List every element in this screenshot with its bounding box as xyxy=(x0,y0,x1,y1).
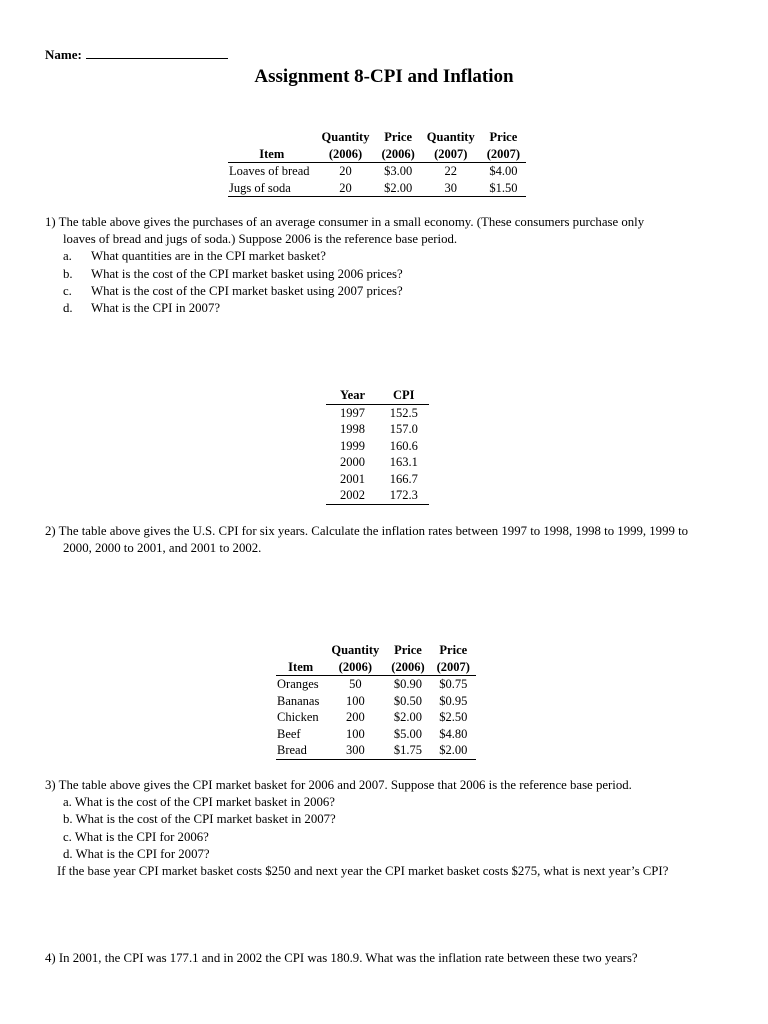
table1-header: (2006) xyxy=(375,146,420,163)
table3-header: Quantity xyxy=(331,643,380,657)
table-row xyxy=(326,421,429,438)
table-row xyxy=(276,726,476,743)
table1-cell: $1.50 xyxy=(481,180,526,197)
part-text: What is the cost of the CPI market basket using 2006 prices? xyxy=(91,266,403,281)
question-2 xyxy=(45,523,745,557)
page-title: Assignment 8-CPI and Inflation xyxy=(254,66,514,87)
table-row xyxy=(326,471,429,488)
table3-header: Item xyxy=(276,659,325,676)
table-row xyxy=(326,404,429,421)
table1-cell: Loaves of bread xyxy=(229,164,310,178)
table-row xyxy=(276,742,476,759)
cpi-table xyxy=(326,387,429,505)
table2-cell: 152.5 xyxy=(389,405,418,420)
table1-header: Price xyxy=(489,130,518,144)
table1-header: Price xyxy=(384,130,413,144)
table2-cell: 2001 xyxy=(340,471,365,486)
question-part xyxy=(45,283,745,300)
table1-cell: 20 xyxy=(316,180,376,197)
table3-cell: $0.90 xyxy=(393,677,423,691)
table1-cell: $2.00 xyxy=(375,180,420,197)
market-basket-table xyxy=(276,642,476,760)
table-row xyxy=(326,487,429,504)
question-part: d. What is the CPI for 2007? xyxy=(63,846,210,861)
question-text: loaves of bread and jugs of soda.) Suppose 2006 is the reference base period. xyxy=(63,232,458,247)
part-label: c. xyxy=(63,283,72,298)
name-field[interactable] xyxy=(45,46,228,63)
table2-cell: 172.3 xyxy=(379,487,429,504)
part-text: What is the cost of the CPI market basket using 2007 prices? xyxy=(91,283,403,298)
table3-cell: $0.75 xyxy=(439,677,468,691)
table2-cell: 2002 xyxy=(326,487,379,504)
name-label: Name: xyxy=(45,47,82,62)
table1-header: Item xyxy=(228,146,316,163)
table1-header: (2007) xyxy=(421,146,481,163)
part-text: What quantities are in the CPI market basket? xyxy=(91,249,326,264)
table3-header: Price xyxy=(394,643,422,657)
question-1 xyxy=(45,214,745,317)
table1-cell: 30 xyxy=(421,180,481,197)
table2-header: CPI xyxy=(379,387,429,404)
table3-cell: Bread xyxy=(276,742,325,759)
question-3 xyxy=(45,777,745,880)
table3-cell: 100 xyxy=(345,726,365,741)
table1-cell: $3.00 xyxy=(384,164,413,178)
table3-cell: 100 xyxy=(345,693,365,708)
table2-cell: 1998 xyxy=(340,422,365,436)
table3-cell: $5.00 xyxy=(393,726,423,741)
table-row xyxy=(276,693,476,710)
table-row xyxy=(228,180,526,197)
table-row xyxy=(276,676,476,693)
question-text: 2000, 2000 to 2001, and 2001 to 2002. xyxy=(63,541,262,556)
table3-cell: $0.50 xyxy=(393,693,423,708)
table1-header: Quantity xyxy=(426,130,475,144)
table3-cell: Bananas xyxy=(277,693,320,708)
name-blank-line[interactable] xyxy=(86,46,228,59)
table3-cell: Oranges xyxy=(277,677,319,691)
table1-cell: 20 xyxy=(339,164,352,178)
table2-cell: 166.7 xyxy=(389,471,418,486)
table3-header: (2006) xyxy=(385,659,430,676)
table3-cell: Beef xyxy=(277,726,301,741)
table2-cell: 1997 xyxy=(340,405,365,420)
table2-header: Year xyxy=(326,387,379,404)
table1-header: Quantity xyxy=(321,130,370,144)
table3-cell: $0.95 xyxy=(439,693,468,708)
table3-cell: $4.80 xyxy=(439,726,468,741)
table1-header: (2006) xyxy=(316,146,376,163)
question-text: 1) The table above gives the purchases of an average consumer in a small economy. (These consumers purchase only xyxy=(45,215,645,229)
question-part xyxy=(45,300,745,317)
table2-cell: 160.6 xyxy=(389,438,418,453)
question-part xyxy=(45,266,745,283)
question-part: b. What is the cost of the CPI market basket in 2007? xyxy=(63,812,336,827)
part-text: What is the CPI in 2007? xyxy=(91,301,221,316)
table3-cell: 300 xyxy=(325,742,385,759)
table2-cell: 163.1 xyxy=(389,455,418,469)
question-text: If the base year CPI market basket costs $250 and next year the CPI market basket costs $275, what is next year’s CPI? xyxy=(57,864,669,879)
table2-cell: 1999 xyxy=(340,438,365,453)
table3-cell: $1.75 xyxy=(385,742,430,759)
purchases-table xyxy=(228,129,526,197)
table1-header xyxy=(228,129,316,146)
table3-header xyxy=(276,642,325,659)
table1-cell: $4.00 xyxy=(489,164,518,178)
table3-header: (2007) xyxy=(431,659,476,676)
question-part: a. What is the cost of the CPI market basket in 2006? xyxy=(63,795,335,810)
question-text: 4) In 2001, the CPI was 177.1 and in 2002 the CPI was 180.9. What was the inflation rate between these two years? xyxy=(45,951,638,965)
table1-header: (2007) xyxy=(481,146,526,163)
table3-cell: $2.00 xyxy=(393,710,423,724)
table3-cell: $2.00 xyxy=(431,742,476,759)
table3-header: Price xyxy=(439,643,468,657)
question-4 xyxy=(45,950,745,967)
table1-cell: 22 xyxy=(444,164,458,178)
table-row xyxy=(228,163,526,180)
table3-cell: 50 xyxy=(349,677,362,691)
table3-header: (2006) xyxy=(325,659,385,676)
table3-cell: 200 xyxy=(345,710,365,724)
part-label: a. xyxy=(63,249,72,264)
table3-cell: Chicken xyxy=(277,710,319,724)
question-part xyxy=(45,248,745,265)
table1-cell: Jugs of soda xyxy=(228,180,316,197)
table2-cell: 157.0 xyxy=(389,422,418,436)
question-text: 2) The table above gives the U.S. CPI for six years. Calculate the inflation rates between 1997 to 1998, 1998 to 1999, 1999 to xyxy=(45,524,689,538)
question-text: 3) The table above gives the CPI market basket for 2006 and 2007. Suppose that 2006 is the reference base period. xyxy=(45,778,632,792)
table3-cell: $2.50 xyxy=(439,710,468,724)
question-part: c. What is the CPI for 2006? xyxy=(63,829,209,844)
table-row xyxy=(326,454,429,471)
table2-cell: 2000 xyxy=(340,455,365,469)
part-label: b. xyxy=(63,266,73,281)
table-row xyxy=(276,709,476,726)
table-row xyxy=(326,438,429,455)
part-label: d. xyxy=(63,301,73,316)
